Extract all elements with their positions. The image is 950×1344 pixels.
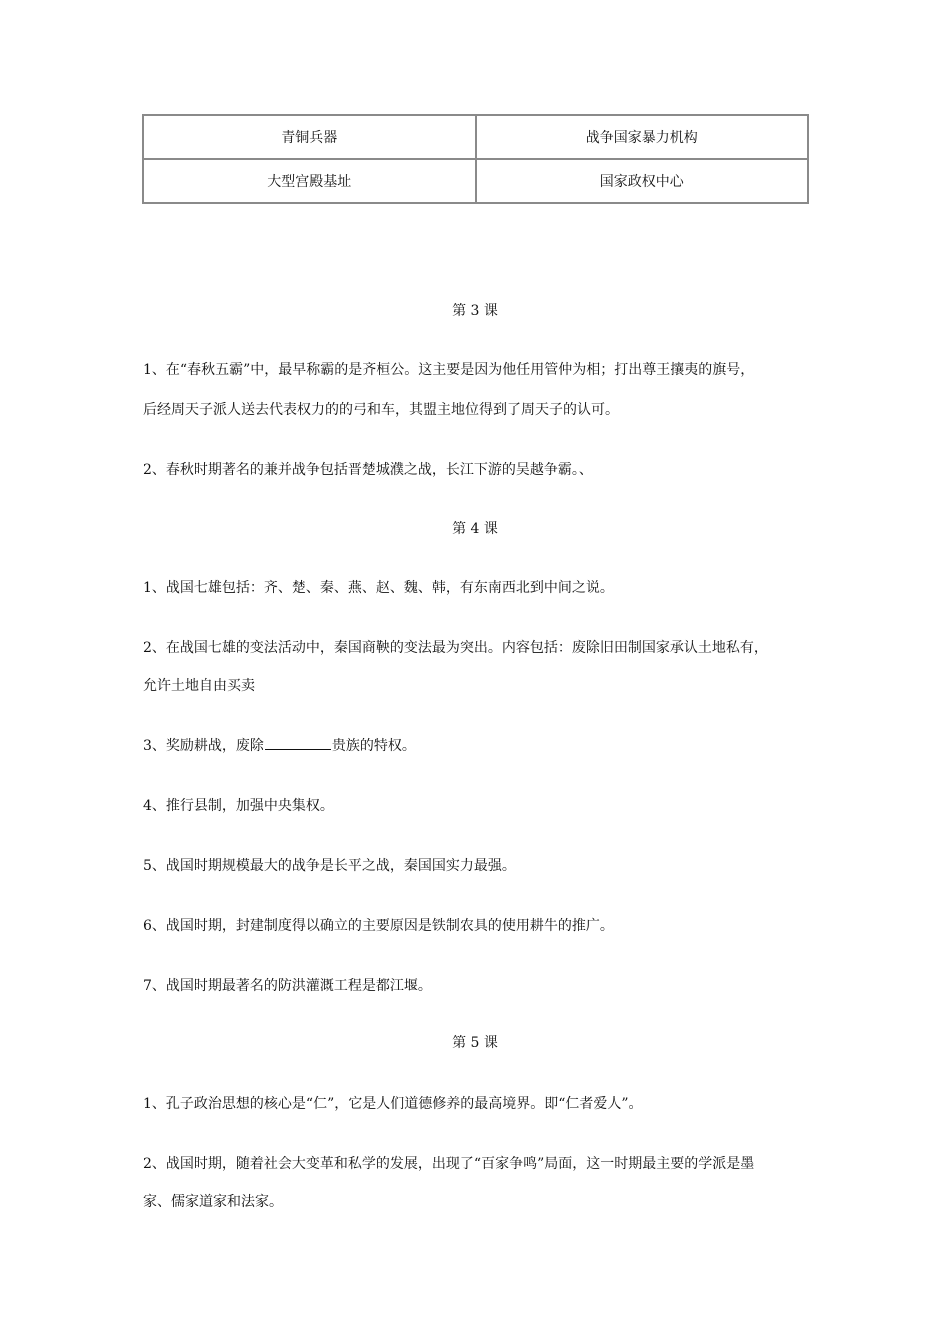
fill-in-blank xyxy=(265,733,331,750)
lesson-4-item-4: 4、推行县制，加强中央集权。 xyxy=(143,798,334,814)
lesson-3-item-1-line-2: 后经周天子派人送去代表权力的的弓和车，其盟主地位得到了周天子的认可。 xyxy=(143,402,619,418)
lesson-4-item-1: 1、战国七雄包括：齐、楚、秦、燕、赵、魏、韩，有东南西北到中间之说。 xyxy=(143,580,614,596)
table-row xyxy=(143,115,808,159)
lesson-3-item-2: 2、春秋时期著名的兼并战争包括晋楚城濮之战，长江下游的吴越争霸。、 xyxy=(143,462,593,478)
table-row xyxy=(143,159,808,203)
lesson-3-heading: 第 3 课 xyxy=(452,303,498,319)
table-cell: 青铜兵器 xyxy=(143,115,476,159)
table-cell: 大型宫殿基址 xyxy=(143,159,476,203)
lesson-5-item-2-line-2: 家、儒家道家和法家。 xyxy=(143,1194,283,1210)
lesson-4-item-2-line-2: 允许土地自由买卖 xyxy=(143,678,255,694)
lesson-4-item-3-before: 3、奖励耕战，废除 xyxy=(143,738,264,754)
lesson-5-heading: 第 5 课 xyxy=(452,1035,498,1051)
lesson-4-item-3-after: 贵族的特权。 xyxy=(331,738,416,754)
lesson-4-item-2-line-1: 2、在战国七雄的变法活动中，秦国商鞅的变法最为突出。内容包括：废除旧田制国家承认土地私有， xyxy=(143,640,768,656)
lesson-3-item-1-line-1: 1、在“春秋五霸”中，最早称霸的是齐桓公。这主要是因为他任用管仲为相；打出尊王攘夷的旗号， xyxy=(143,362,755,378)
lesson-4-item-6: 6、战国时期，封建制度得以确立的主要原因是铁制农具的使用耕牛的推广。 xyxy=(143,918,614,934)
reference-table xyxy=(142,114,809,204)
lesson-4-item-3 xyxy=(143,728,808,764)
lesson-4-heading: 第 4 课 xyxy=(452,521,498,537)
lesson-5-item-2-line-1: 2、战国时期，随着社会大变革和私学的发展，出现了“百家争鸣”局面，这一时期最主要的学派是墨 xyxy=(143,1156,755,1172)
table-cell: 战争国家暴力机构 xyxy=(476,115,809,159)
table-cell: 国家政权中心 xyxy=(476,159,809,203)
lesson-4-item-5: 5、战国时期规模最大的战争是长平之战，秦国国实力最强。 xyxy=(143,858,516,874)
lesson-4-item-7: 7、战国时期最著名的防洪灌溉工程是都江堰。 xyxy=(143,978,432,994)
lesson-5-item-1: 1、孔子政治思想的核心是“仁”，它是人们道德修养的最高境界。即“仁者爱人”。 xyxy=(143,1096,643,1112)
